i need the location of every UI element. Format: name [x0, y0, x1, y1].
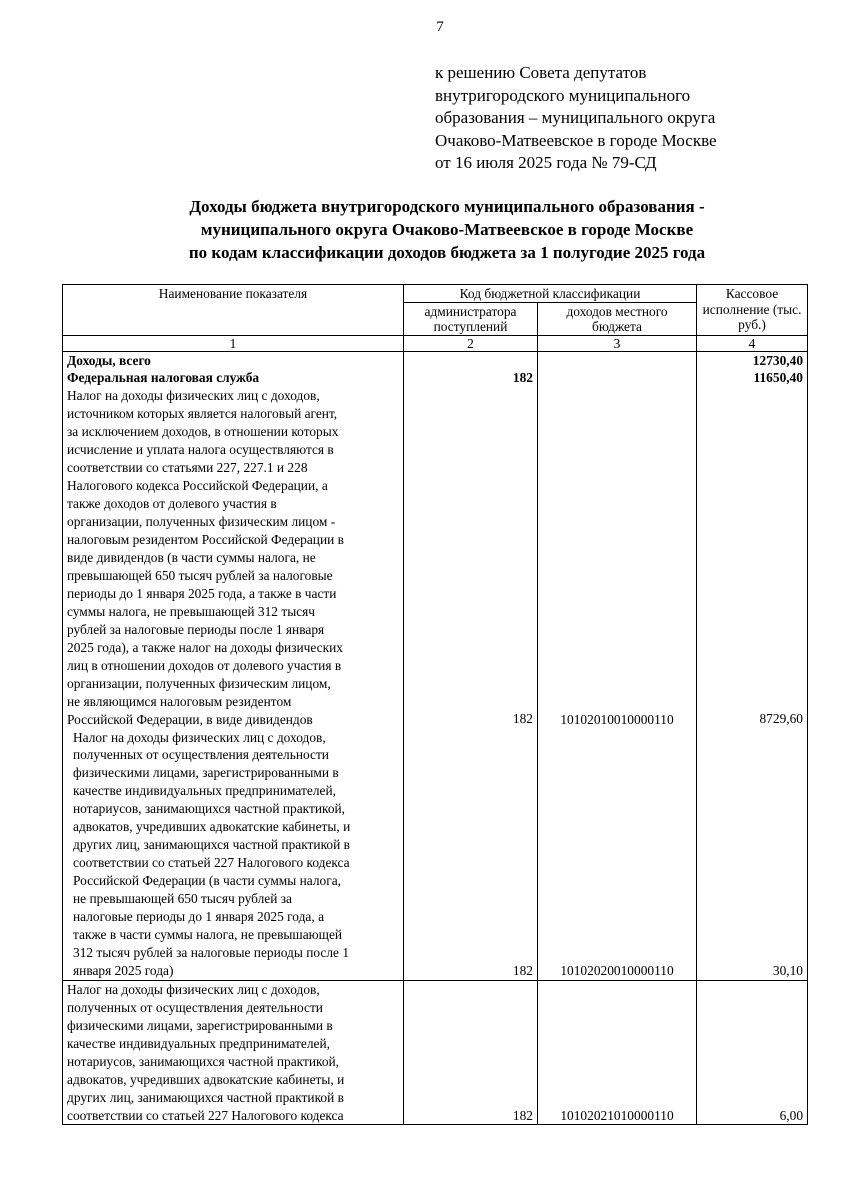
row-name-total: Доходы, всего [67, 352, 151, 368]
row-name-fns: Федеральная налоговая служба [67, 370, 260, 386]
spacer [542, 728, 692, 961]
approval-line: Очаково-Матвеевское в городе Москве [435, 130, 717, 150]
income-table [62, 284, 808, 1125]
row-amount-total: 12730,40 [752, 352, 804, 368]
admin-column-cell [404, 351, 538, 980]
title-line: муниципального округа Очаково-Матвеевское в городе Москве [200, 220, 694, 239]
title-line: по кодам классификации доходов бюджета за 1 полугодие 2025 года [188, 243, 706, 262]
row-name-ndfl-agent: Налог на доходы физических лиц с доходов, источником которых является налоговый агент, за исключением доходов, в отношении которых исчисление и уплата налога осуществляются в соответствии со статьями 227, 227.1 и 228 Налогового кодекса Российской Федерации, а также доходов от долевого участия в организации, полученных физическим лицом - налоговым резидентом Российской Федерации в виде дивидендов (в части суммы налога, не превышающей 650 тысяч рублей за налоговые периоды до 1 января 2025 года, а также в части суммы налога, не превышающей 312 тысяч рублей за налоговые периоды после 1 января 2025 года), а также налог на доходы физических лиц в отношении доходов от долевого участия в организации, полученных физическим лицом, не являющимся налоговым резидентом Российской Федерации, в виде дивидендов [67, 388, 344, 727]
table-row [63, 980, 808, 1125]
row-amount-ndfl-agent: 8729,60 [759, 711, 804, 727]
spacer [701, 387, 803, 710]
amount-column-cell [697, 351, 808, 980]
column-numbers-row [63, 335, 808, 351]
spacer [408, 387, 533, 710]
row-name-ndfl-entrepreneurs-2: Налог на доходы физических лиц с доходов, полученных от осуществления деятельности физическими лицами, зарегистрированными в качестве индивидуальных предпринимателей, нотариусов, занимающихся частной практикой, адвокатов, учредивших адвокатские кабинеты, и других лиц, занимающихся частной практикой в соответствии со статьей 227 Налогового кодекса [63, 980, 404, 1125]
approval-line: образования – муниципального округа [435, 108, 716, 128]
header-local: доходов местного бюджета [538, 302, 697, 335]
spacer [408, 352, 533, 370]
row-name-ndfl-entrepreneurs: Налог на доходы физических лиц с доходов, полученных от осуществления деятельности физическими лицами, зарегистрированными в качестве индивидуальных предпринимателей, нотариусов, занимающихся частной практикой, адвокатов, учредивших адвокатские кабинеты, и других лиц, занимающихся частной практикой в соответствии со статьей 227 Налогового кодекса Российской Федерации (в части суммы налога, не превышающей 650 тысяч рублей за налоговые периоды до 1 января 2025 года, а также в части суммы налога, не превышающей 312 тысяч рублей за налоговые периоды после 1 января 2025 года) [73, 729, 351, 978]
column-number: 3 [538, 335, 697, 351]
header-name: Наименование показателя [63, 285, 404, 336]
document-title [52, 195, 842, 264]
header-code-group: Код бюджетной классификации [404, 285, 697, 303]
header-row-1 [63, 285, 808, 303]
row-code-ndfl-entrepreneurs: 10102020010000110 [560, 962, 674, 978]
code-column-cell [538, 351, 697, 980]
spacer [408, 728, 533, 961]
approval-line: внутригородского муниципального [435, 85, 691, 105]
header-amount: Кассовое исполнение (тыс. руб.) [697, 285, 808, 336]
row-admin-ndfl-entrepreneurs-2: 182 [404, 980, 538, 1125]
approval-line: к решению Совета депутатов [435, 63, 647, 82]
row-amount-ndfl-entrepreneurs: 30,10 [772, 962, 804, 978]
column-number: 4 [697, 335, 808, 351]
spacer [701, 728, 803, 961]
row-code-ndfl-agent: 10102010010000110 [560, 711, 674, 727]
page-number: 7 [436, 19, 444, 35]
header-admin: администратора поступлений [404, 302, 538, 335]
column-number: 1 [63, 335, 404, 351]
row-admin-ndfl-entrepreneurs: 182 [512, 962, 533, 978]
spacer [542, 352, 692, 711]
approval-block [435, 62, 835, 175]
row-code-ndfl-entrepreneurs-2: 10102021010000110 [538, 980, 697, 1125]
approval-line: от 16 июля 2025 года № 79-СД [435, 153, 657, 173]
row-amount-ndfl-entrepreneurs-2: 6,00 [697, 980, 808, 1125]
column-number: 2 [404, 335, 538, 351]
table-row [63, 351, 808, 980]
row-amount-fns: 11650,40 [753, 370, 804, 386]
row-admin-fns: 182 [512, 370, 533, 386]
row-admin-ndfl-agent: 182 [512, 711, 533, 727]
name-column-cell [63, 351, 404, 980]
title-line: Доходы бюджета внутригородского муниципального образования - [189, 197, 705, 216]
